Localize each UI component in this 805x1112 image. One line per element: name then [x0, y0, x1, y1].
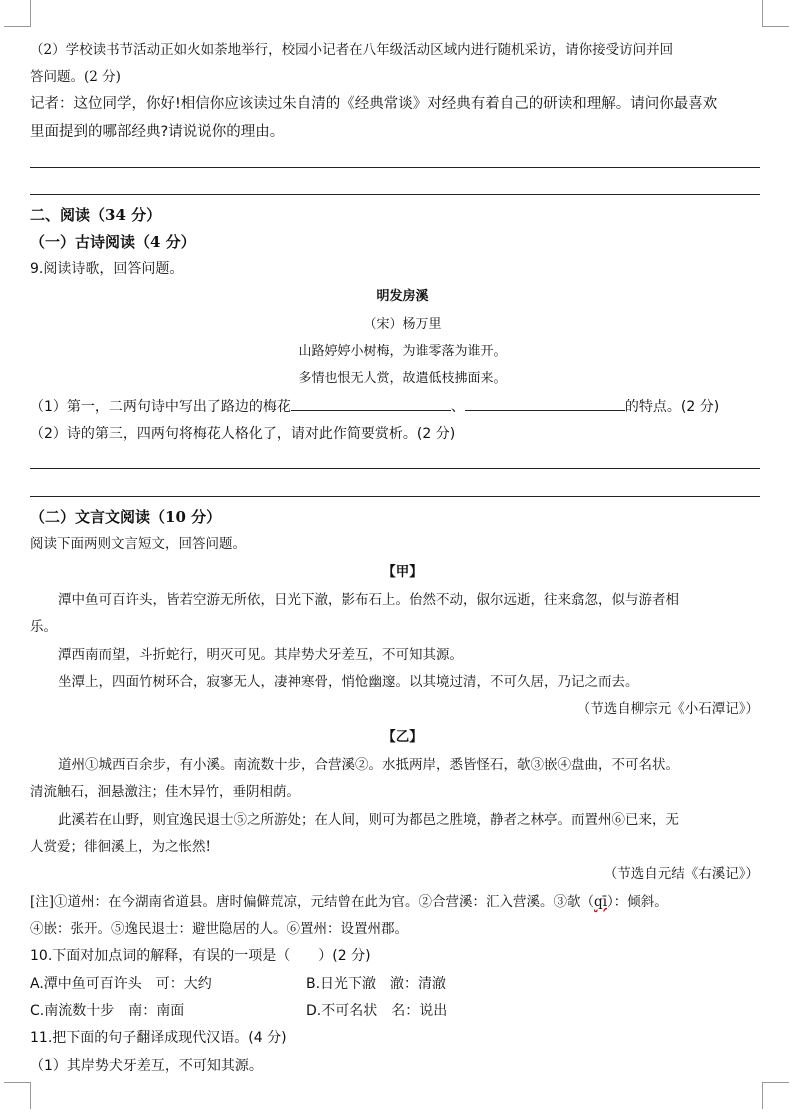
- fill-blank[interactable]: [465, 396, 625, 411]
- answer-line[interactable]: [30, 194, 760, 195]
- passage-source: （节选自柳宗元《小石潭记》）: [576, 701, 759, 717]
- passage-text: 潭西南而望，斗折蛇行，明灭可见。其岸势犬牙差互，不可知其源。: [58, 647, 463, 663]
- q11-1: （1）其岸势犬牙差互，不可知其源。: [30, 1058, 263, 1074]
- q10: 10.下面对加点词的解释，有误的一项是（ ）(2 分): [30, 948, 371, 964]
- passage-text: 潭中鱼可百许头，皆若空游无所依，日光下澈，影布石上。佁然不动，俶尔远逝，往来翕忽，似与游者相: [58, 592, 679, 608]
- passage-text: 乐。: [30, 619, 57, 635]
- fill-blank[interactable]: [291, 396, 451, 411]
- poem-line: 山路婷婷小树梅，为谁零落为谁开。: [298, 344, 507, 359]
- passage-text: 坐潭上，四面竹树环合，寂寥无人，凄神寒骨，悄怆幽邃。以其境过清，不可久居，乃记之而去。: [58, 674, 639, 690]
- page-corner-mark: [4, 0, 31, 27]
- q11: 11.把下面的句子翻译成现代汉语。(4 分): [30, 1030, 287, 1046]
- q9-1-suffix: 的特点。(2 分): [624, 399, 720, 415]
- q10-option-c[interactable]: C.南流数十步 南：南面: [30, 1003, 185, 1019]
- notes-line1: [30, 892, 668, 912]
- q10-option-d[interactable]: D.不可名状 名：说出: [306, 1003, 448, 1019]
- q9-intro: 9.阅读诗歌，回答问题。: [30, 261, 184, 277]
- answer-line[interactable]: [30, 167, 760, 168]
- poem-author: （宋）杨万里: [363, 317, 442, 332]
- part2-intro: 阅读下面两则文言短文，回答问题。: [30, 536, 246, 552]
- page-corner-mark: [762, 1082, 789, 1109]
- reporter-line2: 里面提到的哪部经典?请说说你的理由。: [30, 124, 285, 140]
- q9-1: [30, 396, 719, 417]
- passage-text: 人赏爱；徘徊溪上，为之怅然!: [30, 839, 211, 855]
- poem-line: 多情也恨无人赏，故遣低枝拂面来。: [298, 371, 507, 386]
- passage-yi-label: 【乙】: [382, 729, 423, 745]
- q10-option-b[interactable]: B.日光下澈 澈：清澈: [306, 976, 447, 992]
- reporter-line1: 记者：这位同学，你好!相信你应该读过朱自清的《经典常谈》对经典有着自己的研读和理解。请问你最喜欢: [30, 96, 718, 112]
- note-text: [注]①道州：在今湖南省道县。唐时偏僻荒凉，元结曾在此为官。②合营溪：汇入营溪。③欹（: [30, 894, 595, 910]
- passage-text: 此溪若在山野，则宜逸民退士⑤之所游处；在人间，则可为都邑之胜境，静者之林亭。而置州⑥已来，无: [58, 812, 679, 828]
- passage-source: （节选自元结《右溪记》）: [603, 866, 759, 882]
- page-corner-mark: [4, 1082, 31, 1109]
- q9-1-separator: 、: [450, 399, 465, 415]
- q9-1-text: （1）第一，二两句诗中写出了路边的梅花: [30, 399, 291, 415]
- poem-title: 明发房溪: [376, 289, 429, 304]
- q10-option-a[interactable]: A.潭中鱼可百许头 可：大约: [30, 976, 212, 992]
- answer-line[interactable]: [30, 468, 760, 469]
- notes-line2: ④嵌：张开。⑤逸民退士：避世隐居的人。⑥置州：设置州郡。: [30, 921, 408, 937]
- passage-text: 道州①城西百余步，有小溪。南流数十步，合营溪②。水抵两岸，悉皆怪石，欹③嵌④盘曲，不可名状。: [58, 757, 679, 773]
- q9-2: （2）诗的第三，四两句将梅花人格化了，请对此作简要赏析。(2 分): [30, 426, 456, 442]
- note-text: ）：倾斜。: [607, 894, 668, 910]
- passage-text: 清流触石，洄悬激注；佳木异竹，垂阴相荫。: [30, 784, 300, 800]
- q8-2-line2: 答问题。(2 分): [30, 69, 121, 85]
- answer-line[interactable]: [30, 496, 760, 497]
- note-pinyin: qī: [594, 894, 608, 910]
- q8-2-line1: （2）学校读书节活动正如火如荼地举行，校园小记者在八年级活动区域内进行随机采访，请你接受访问并回: [30, 42, 674, 58]
- section-title: 二、阅读（34 分）: [30, 206, 162, 224]
- page-corner-mark: [762, 0, 789, 27]
- part2-title: （二）文言文阅读（10 分）: [30, 508, 222, 526]
- passage-jia-label: 【甲】: [382, 564, 423, 580]
- part1-title: （一）古诗阅读（4 分）: [30, 233, 196, 251]
